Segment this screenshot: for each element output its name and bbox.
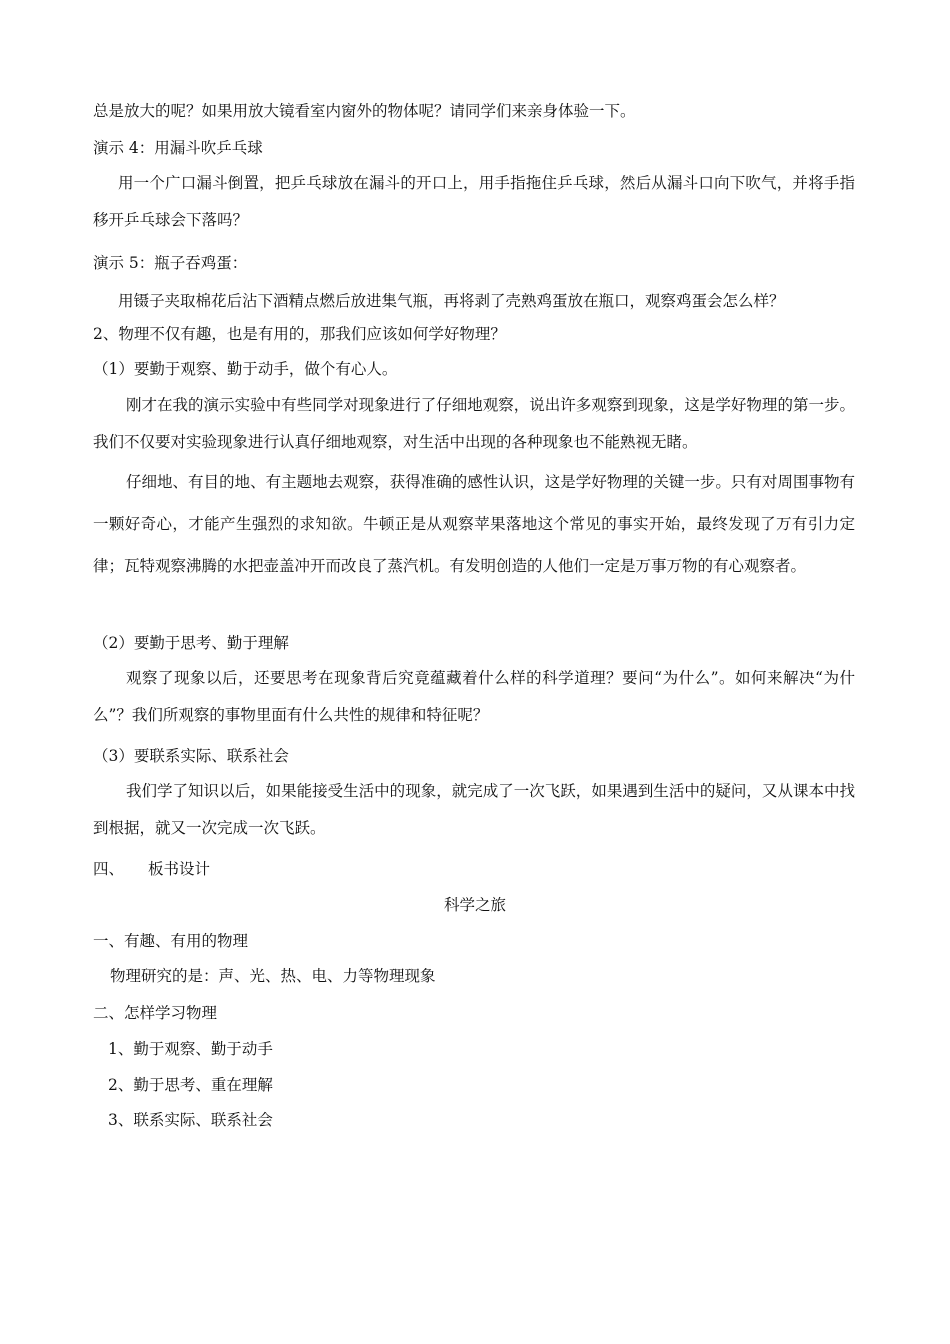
section-4-title: 板书设计 [148,860,211,878]
subsection-2-heading: （2）要勤于思考、勤于理解 [93,634,289,652]
section-4-number: 四、 [93,860,125,878]
demo-5-heading: 演示 5：瓶子吞鸡蛋： [93,254,248,272]
demo-4-paragraph: 用一个广口漏斗倒置，把乒乓球放在漏斗的开口上，用手指拖住乒乓球，然后从漏斗口向下吹气，并将手指移开乒乓球会下落吗？ [93,174,855,229]
subsection-3-paragraph: 我们学了知识以后，如果能接受生活中的现象，就完成了一次飞跃，如果遇到生活中的疑问，又从课本中找到根据，就又一次完成一次飞跃。 [93,782,855,837]
subsection-3-heading: （3）要联系实际、联系社会 [93,747,289,765]
demo-4-heading: 演示 4：用漏斗吹乒乓球 [93,139,263,157]
subsection-1-paragraph-1: 刚才在我的演示实验中有些同学对现象进行了仔细地观察，说出许多观察到现象，这是学好物理的第一步。我们不仅要对实验现象进行认真仔细地观察，对生活中出现的各种现象也不能熟视无睹。 [93,396,855,451]
board-list-item: 1、勤于观察、勤于动手 [108,1040,273,1058]
board-heading-1: 一、有趣、有用的物理 [93,932,249,950]
board-list-item: 3、联系实际、联系社会 [108,1111,273,1129]
board-title: 科学之旅 [443,896,506,914]
subsection-1-heading: （1）要勤于观察、勤于动手，做个有心人。 [93,360,398,378]
subsection-2-paragraph: 观察了现象以后，还要思考在现象背后究竟蕴藏着什么样的科学道理？要问“为什么”。如何来解决“为什么”？我们所观察的事物里面有什么共性的规律和特征呢？ [93,669,855,724]
board-heading-1-item: 物理研究的是：声、光、热、电、力等物理现象 [110,967,436,985]
question-2: 2、物理不仅有趣，也是有用的，那我们应该如何学好物理？ [93,325,506,343]
board-heading-2: 二、怎样学习物理 [93,1004,218,1022]
board-list-item: 2、勤于思考、重在理解 [108,1076,273,1094]
subsection-1-paragraph-2: 仔细地、有目的地、有主题地去观察，获得准确的感性认识，这是学好物理的关键一步。只有对周围事物有一颗好奇心，才能产生强烈的求知欲。牛顿正是从观察苹果落地这个常见的事实开始，最终发现了万有引力定律；瓦特观察沸腾的水把壶盖冲开而改良了蒸汽机。有发明创造的人他们一定是万事万物的有心观察者。 [93,473,855,575]
paragraph-continuation: 总是放大的呢？如果用放大镜看室内窗外的物体呢？请同学们来亲身体验一下。 [93,102,636,120]
demo-5-paragraph: 用镊子夹取棉花后沾下酒精点燃后放进集气瓶，再将剥了壳熟鸡蛋放在瓶口，观察鸡蛋会怎么样？ [118,292,785,310]
